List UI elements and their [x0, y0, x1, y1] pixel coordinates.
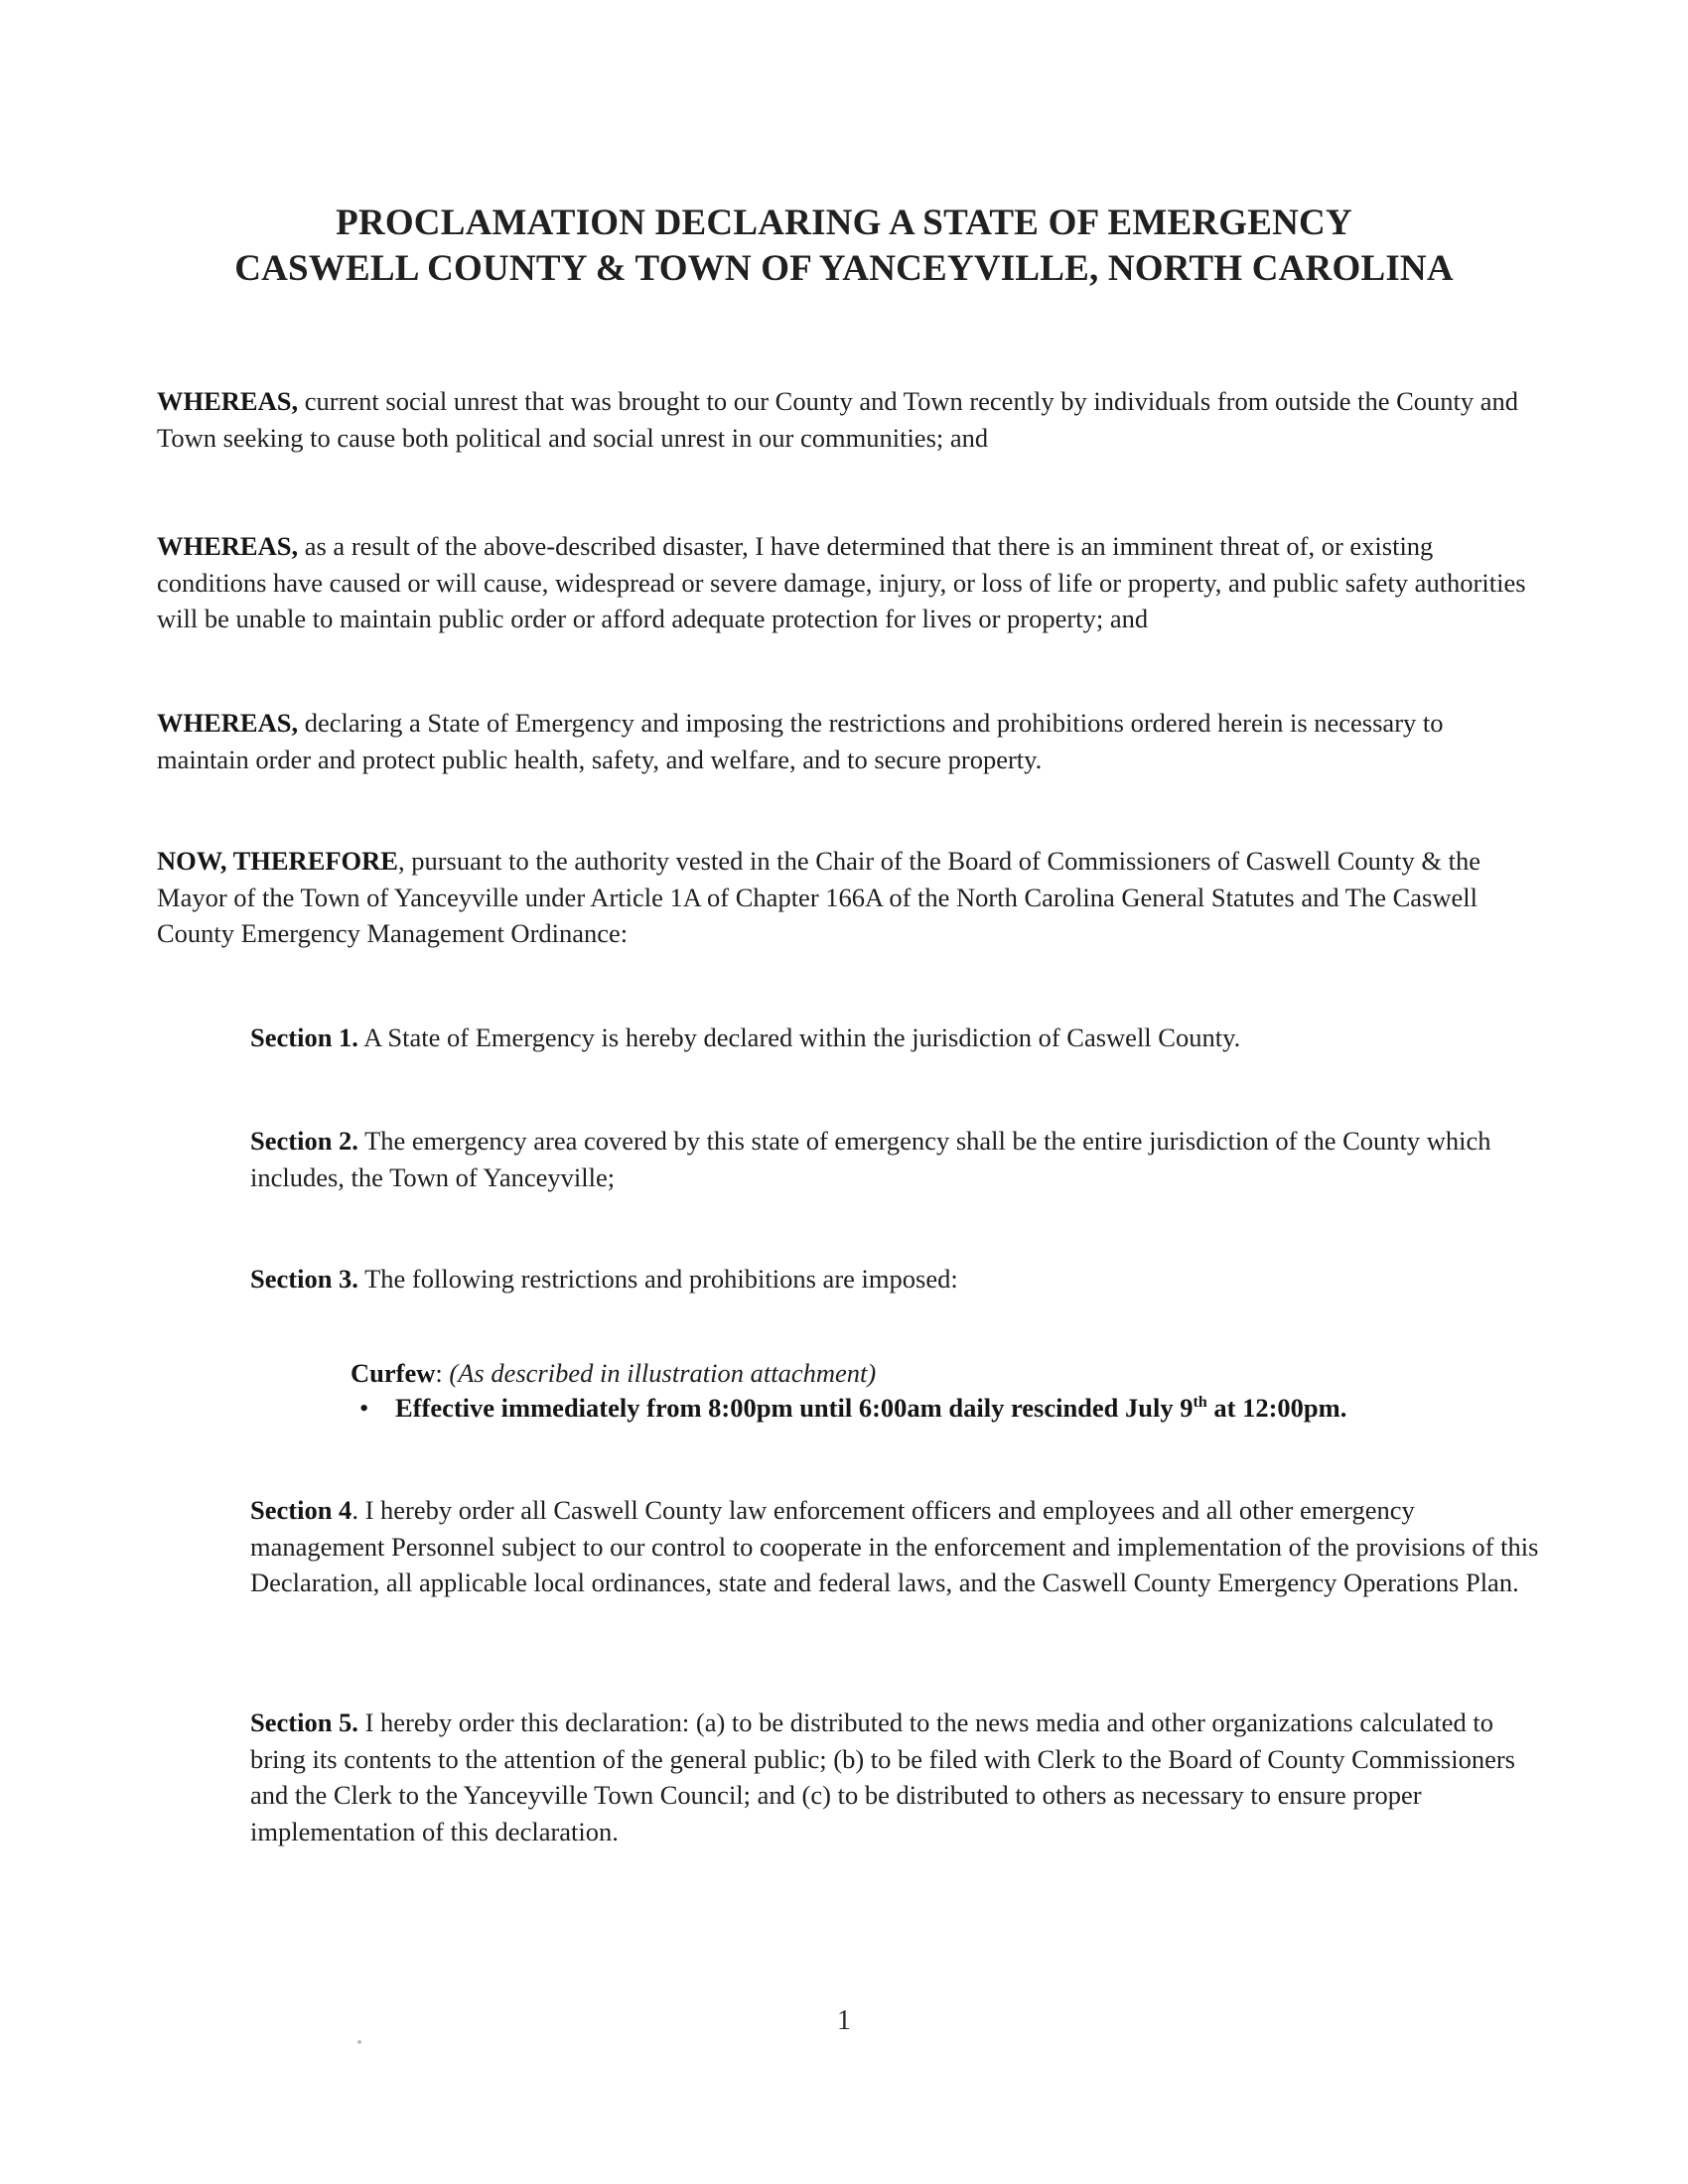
section-label: Section 5. — [250, 1707, 358, 1737]
section-text: . I hereby order all Caswell County law enforcement officers and employees and all other emergency management Personnel subject to our control to cooperate in the enforcement and implementation of the provisions of this Declaration, all applicable local ordinances, state and federal laws, and the Caswell County Emergency Operations Plan. — [250, 1495, 1539, 1597]
section-2-paragraph — [250, 1123, 1541, 1195]
scan-speck — [357, 2040, 361, 2044]
curfew-note: (As described in illustration attachment) — [449, 1358, 877, 1388]
bullet-icon: • — [359, 1393, 369, 1423]
curfew-item-superscript: th — [1193, 1394, 1207, 1412]
section-5-paragraph — [250, 1705, 1541, 1849]
title-line-1: PROCLAMATION DECLARING A STATE OF EMERGENCY — [336, 203, 1352, 243]
section-1-paragraph — [250, 1020, 1541, 1056]
section-text: I hereby order this declaration: (a) to be distributed to the news media and other organizations calculated to bring its contents to the attention of the general public; (b) to be filed with Clerk to the Board of County Commissioners and the Clerk to the Yanceyville Town Council; and (c) to be distributed to others as necessary to ensure proper implementation of this declaration. — [250, 1707, 1515, 1846]
whereas-paragraph-3 — [157, 705, 1537, 777]
whereas-text: as a result of the above-described disaster, I have determined that there is an imminent threat of, or existing conditions have caused or will cause, widespread or severe damage, injury, or loss of life or property, and public safety authorities will be unable to maintain public order or afford adequate protection for lives or property; and — [157, 531, 1526, 633]
section-3-paragraph — [250, 1261, 1541, 1297]
curfew-item-text-end: at 12:00pm. — [1206, 1393, 1347, 1423]
whereas-paragraph-1 — [157, 383, 1537, 456]
section-label: Section 1. — [250, 1023, 358, 1052]
section-text: The emergency area covered by this state of emergency shall be the entire jurisdiction of the County which includes, the Town of Yanceyville; — [250, 1126, 1491, 1192]
now-therefore-text: , pursuant to the authority vested in the Chair of the Board of Commissioners of Caswell County & the Mayor of the Town of Yanceyville under Article 1A of Chapter 166A of the North Carolina General Statutes and The Caswell County Emergency Management Ordinance: — [157, 846, 1481, 948]
section-label: Section 4 — [250, 1495, 352, 1525]
curfew-bullet-item — [359, 1390, 1587, 1426]
whereas-label: WHEREAS, — [157, 531, 299, 561]
curfew-colon: : — [435, 1358, 450, 1388]
now-therefore-paragraph — [157, 843, 1537, 952]
page-number: 1 — [837, 2005, 851, 2036]
whereas-text: current social unrest that was brought to our County and Town recently by individuals from outside the County and Town seeking to cause both political and social unrest in our communities; and — [157, 386, 1519, 453]
section-4-paragraph — [250, 1492, 1541, 1601]
whereas-text: declaring a State of Emergency and imposing the restrictions and prohibitions ordered herein is necessary to maintain order and protect public health, safety, and welfare, and to secure property. — [157, 708, 1444, 774]
section-label: Section 2. — [250, 1126, 358, 1156]
section-label: Section 3. — [250, 1264, 358, 1294]
section-text: The following restrictions and prohibitions are imposed: — [357, 1264, 958, 1294]
curfew-item-text: Effective immediately from 8:00pm until 6:00am daily rescinded July 9 — [395, 1393, 1194, 1423]
page-title — [0, 201, 1688, 292]
whereas-label: WHEREAS, — [157, 708, 299, 738]
title-line-2: CASWELL COUNTY & TOWN OF YANCEYVILLE, NORTH CAROLINA — [234, 248, 1454, 289]
whereas-label: WHEREAS, — [157, 386, 299, 416]
curfew-label: Curfew — [351, 1358, 436, 1388]
whereas-paragraph-2 — [157, 528, 1537, 637]
now-therefore-label: NOW, THEREFORE — [157, 846, 398, 876]
section-text: A State of Emergency is hereby declared within the jurisdiction of Caswell County. — [357, 1023, 1241, 1052]
curfew-heading — [351, 1355, 1542, 1392]
